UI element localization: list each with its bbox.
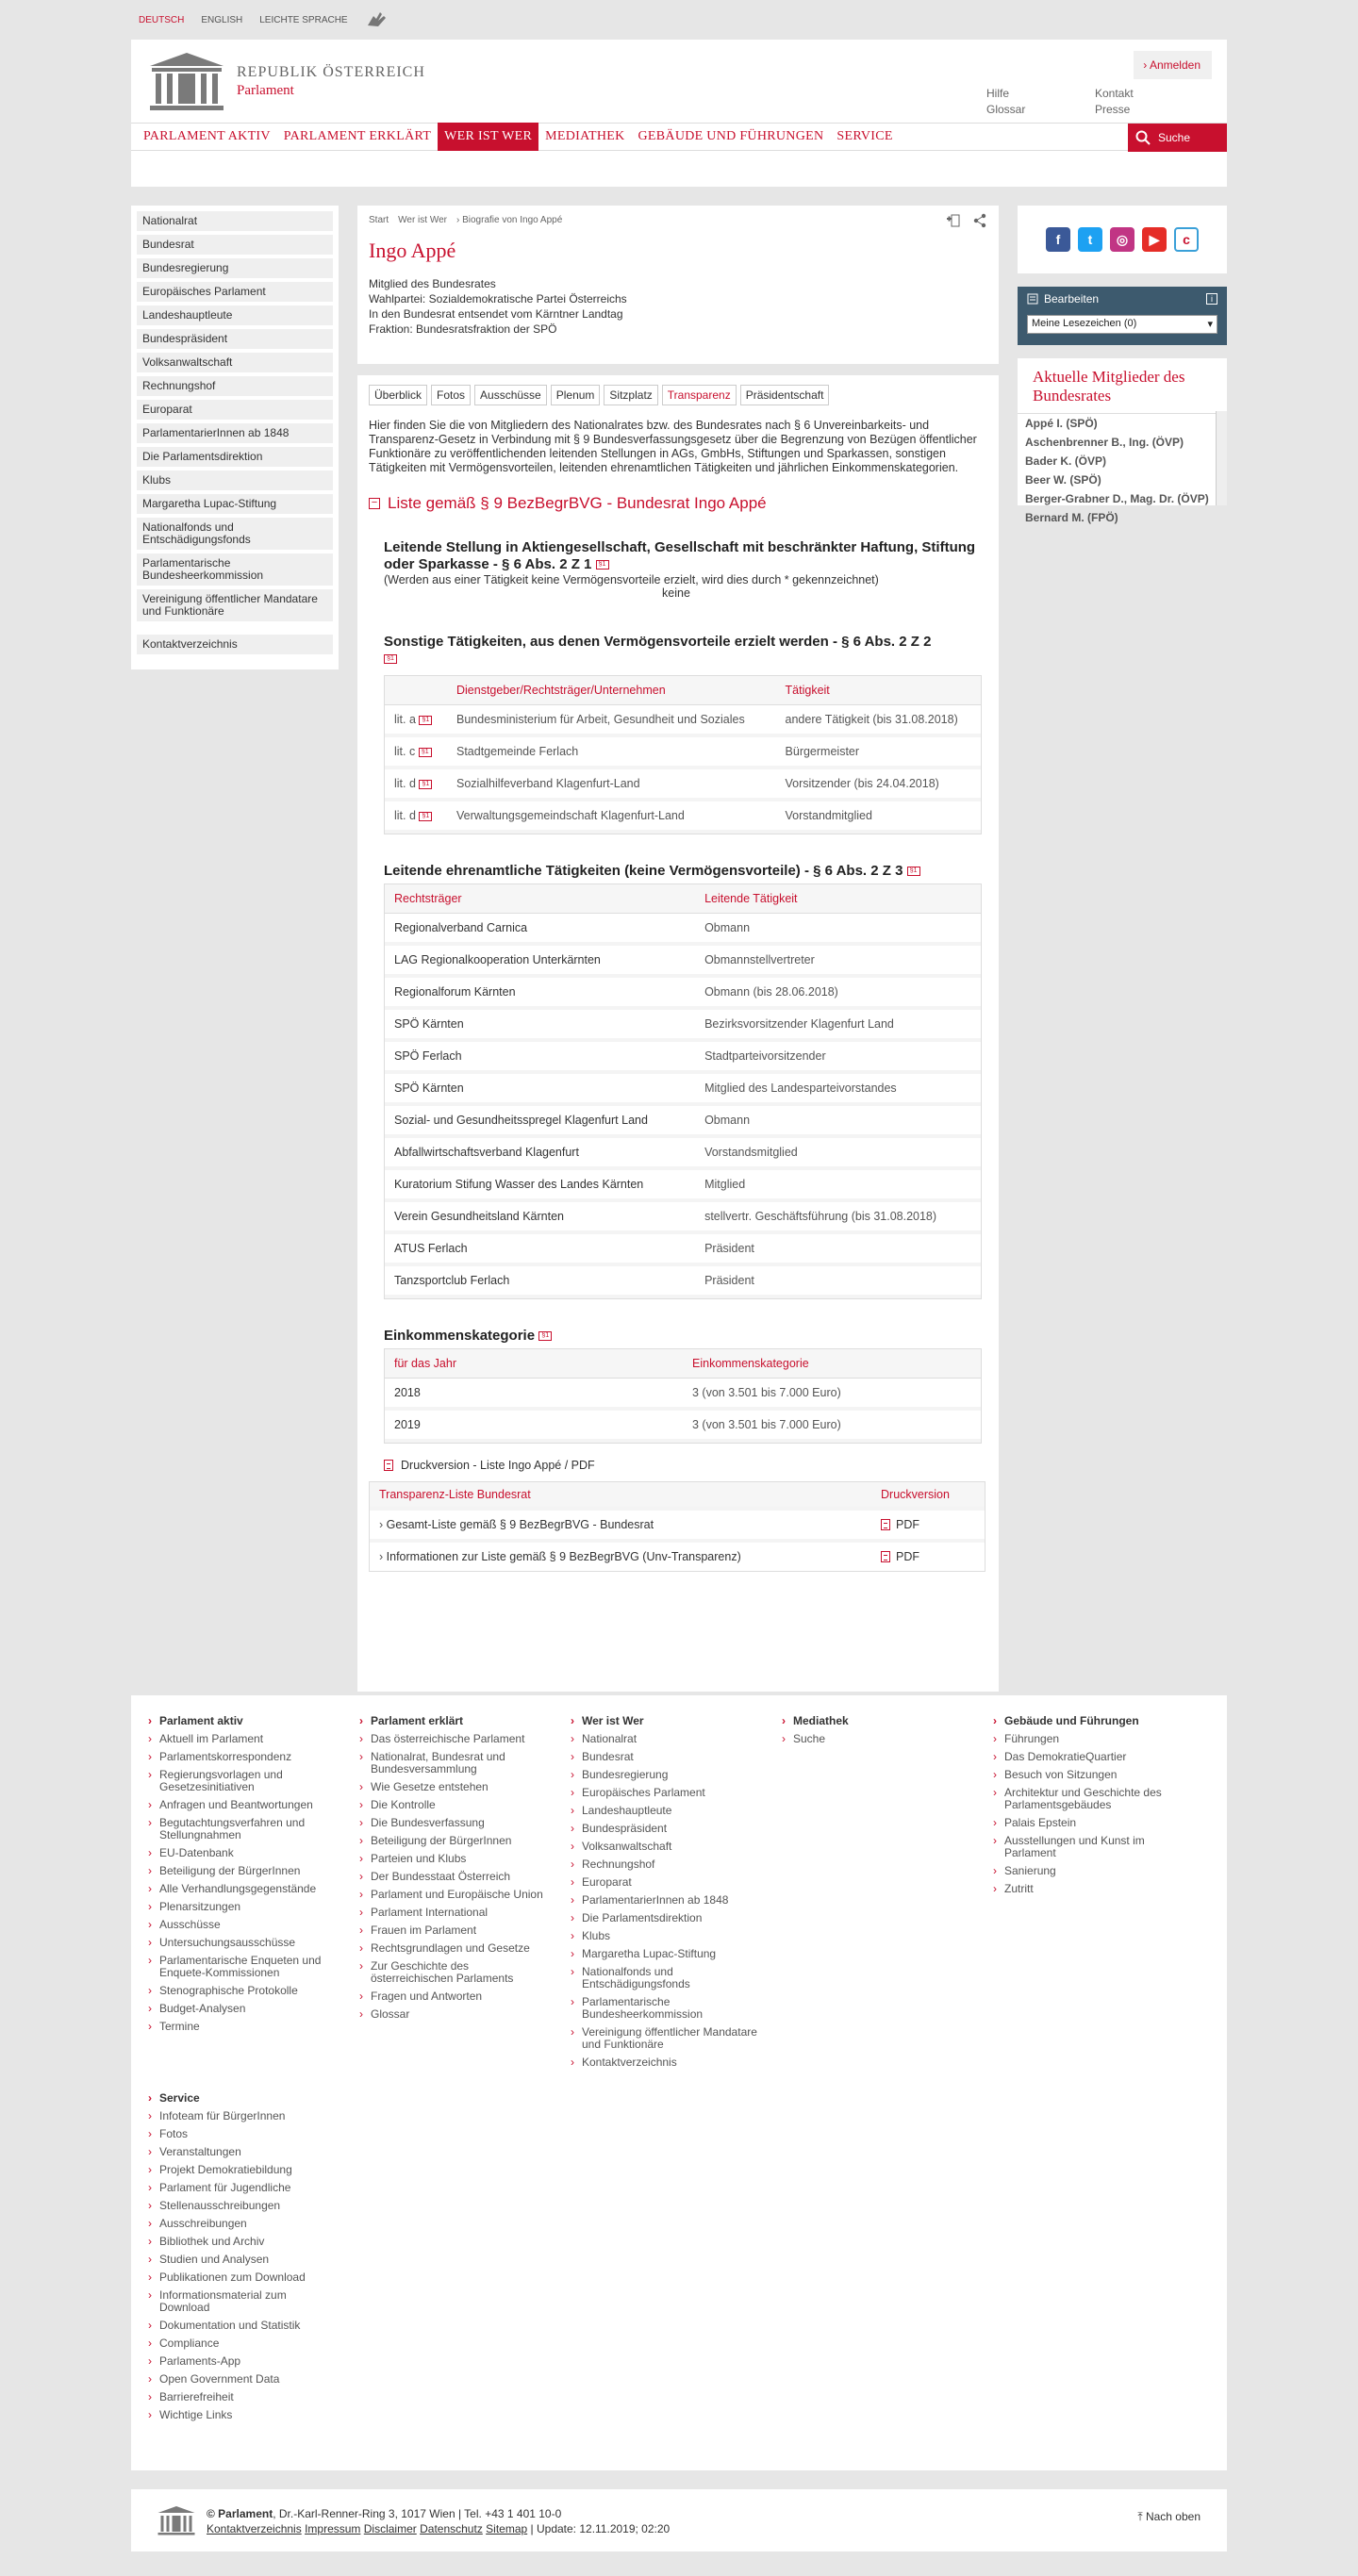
member-item[interactable]: Beer W. (SPÖ) <box>1025 473 1101 487</box>
bookmark-select[interactable]: Meine Lesezeichen (0) ▾ <box>1027 315 1217 334</box>
footer-link[interactable]: › Alle Verhandlungsgegenstände <box>148 1883 337 1895</box>
sidebar-item[interactable]: Rechnungshof <box>137 376 333 396</box>
footer-link[interactable]: › Die Kontrolle <box>359 1799 548 1811</box>
site-header <box>131 40 1227 187</box>
footer-link[interactable]: › Parlamentskorrespondenz <box>148 1751 337 1763</box>
section-heading: Einkommenskategorie §1 <box>384 1328 987 1345</box>
empty-value: keine <box>662 586 690 600</box>
sidebar-item[interactable]: ParlamentarierInnen ab 1848 <box>137 423 333 443</box>
footer-link[interactable]: › Infoteam für BürgerInnen <box>148 2110 337 2122</box>
sidebar-item[interactable]: Nationalrat <box>137 211 333 231</box>
footer-link[interactable]: › Stenographische Protokolle <box>148 1985 337 1997</box>
footer-link[interactable]: › Parlamentarische Enqueten und Enquete-Kommissionen <box>148 1955 337 1979</box>
contact-link[interactable]: Kontakt <box>1095 87 1134 100</box>
footer-link[interactable]: › Die Parlamentsdirektion <box>571 1912 759 1924</box>
footer-column <box>571 1714 759 2074</box>
sidebar-item[interactable]: Bundesrat <box>137 235 333 255</box>
footer-link[interactable]: › Das DemokratieQuartier <box>993 1751 1182 1763</box>
info-link-icon[interactable]: §1 <box>384 654 397 664</box>
table-row: lit. a §1 Bundesministerium für Arbeit, Gesundheit und Soziales andere Tätigkeit (bis 31.08.2018) <box>385 705 981 737</box>
nav-parlament-erklaert[interactable]: PARLAMENT ERKLÄRT <box>283 129 432 143</box>
footer-link[interactable]: › Rechnungshof <box>571 1858 759 1871</box>
sidebar-item[interactable]: Margaretha Lupac-Stiftung <box>137 494 333 514</box>
footer-link[interactable]: › Europarat <box>571 1876 759 1889</box>
footer-link[interactable]: › Publikationen zum Download <box>148 2271 337 2284</box>
footer <box>131 1695 1227 2470</box>
scrollbar[interactable] <box>1216 411 1227 505</box>
footer-link[interactable]: › Klubs <box>571 1930 759 1942</box>
footer-link[interactable]: › Frauen im Parlament <box>359 1924 548 1937</box>
info-link-icon[interactable]: §1 <box>907 867 920 876</box>
footer-link[interactable]: › Palais Epstein <box>993 1817 1182 1829</box>
lang-english[interactable]: ENGLISH <box>201 14 243 25</box>
footer-link[interactable]: › Vereinigung öffentlicher Mandatare und Funktionäre <box>571 2026 759 2051</box>
sign-language-icon[interactable] <box>365 10 389 29</box>
sidebar-navigation <box>131 206 339 669</box>
nav-gebaeude[interactable]: GEBÄUDE UND FÜHRUNGEN <box>638 129 824 143</box>
table-row: 2019 3 (von 3.501 bis 7.000 Euro) <box>385 1411 981 1443</box>
column-header: Druckversion <box>881 1488 950 1501</box>
footer-link[interactable]: › Volksanwaltschaft <box>571 1841 759 1853</box>
main-content <box>357 206 999 1692</box>
footer-link[interactable]: › Glossar <box>359 2008 548 2021</box>
column-header: für das Jahr <box>385 1349 683 1379</box>
column-header: Transparenz-Liste Bundesrat <box>379 1488 531 1501</box>
breadcrumb-item[interactable]: Wer ist Wer <box>398 215 447 225</box>
member-item[interactable]: Bader K. (ÖVP) <box>1025 454 1107 468</box>
member-item[interactable]: Appé I. (SPÖ) <box>1025 417 1098 430</box>
footer-link[interactable]: › Anfragen und Beantwortungen <box>148 1799 337 1811</box>
instagram-icon[interactable]: ◎ <box>1110 227 1134 252</box>
column-header: Tätigkeit <box>776 676 981 705</box>
table-row: lit. c §1 Stadtgemeinde Ferlach Bürgermeister <box>385 737 981 769</box>
footer-column <box>993 1714 1182 1901</box>
right-column <box>1018 206 1227 524</box>
section-heading: Leitende ehrenamtliche Tätigkeiten (keine Vermögensvorteile) - § 6 Abs. 2 Z 3 §1 <box>384 863 987 880</box>
member-item[interactable]: Bernard M. (FPÖ) <box>1025 511 1118 524</box>
transparency-content <box>357 375 999 1692</box>
nav-mediathek[interactable]: MEDIATHEK <box>545 129 625 143</box>
income-table <box>384 1348 982 1444</box>
sidebar-item[interactable]: Landeshauptleute <box>137 305 333 325</box>
footer-link[interactable]: › Architektur und Geschichte des Parlamentsgebäudes <box>993 1787 1182 1811</box>
footer-link[interactable]: › Dokumentation und Statistik <box>148 2320 337 2332</box>
table-row: Regionalverband Carnica Obmann <box>385 914 981 946</box>
breadcrumb-item[interactable]: Start <box>369 215 389 225</box>
social-links <box>1018 206 1227 273</box>
footer-link[interactable]: › Kontaktverzeichnis <box>571 2056 759 2069</box>
column-header: Rechtsträger <box>385 884 695 914</box>
table-row: Verein Gesundheitsland Kärnten stellvertr. Geschäftsführung (bis 31.08.2018) <box>385 1202 981 1234</box>
footer-link[interactable]: › Ausschüsse <box>148 1919 337 1931</box>
footer-link[interactable]: › Margaretha Lupac-Stiftung <box>571 1948 759 1960</box>
member-item[interactable]: Aschenbrenner B., Ing. (ÖVP) <box>1025 436 1184 449</box>
footer-link[interactable]: Disclaimer <box>363 2522 417 2535</box>
logo[interactable] <box>146 49 425 113</box>
sidebar-item[interactable]: Nationalfonds und Entschädigungsfonds <box>137 518 333 550</box>
breadcrumb-current: › Biografie von Ingo Appé <box>456 215 562 225</box>
table-row: Kuratorium Stifung Wasser des Landes Kärnten Mitglied <box>385 1170 981 1202</box>
biography-card <box>357 206 999 364</box>
footer-link[interactable]: › Bundesregierung <box>571 1769 759 1781</box>
bookmark-add-icon[interactable] <box>946 213 961 228</box>
sidebar-item[interactable]: Volksanwaltschaft <box>137 353 333 372</box>
logo-subtitle: Parlament <box>237 82 294 98</box>
section-heading: Sonstige Tätigkeiten, aus denen Vermögensvorteile erzielt werden - § 6 Abs. 2 Z 2 §1 <box>384 634 932 663</box>
table-row: lit. d §1 Sozialhilfeverband Klagenfurt-Land Vorsitzender (bis 24.04.2018) <box>385 769 981 801</box>
tab-committees[interactable]: Ausschüsse <box>474 385 547 405</box>
sidebar-item[interactable]: Die Parlamentsdirektion <box>137 447 333 467</box>
footer-link[interactable]: › Besuch von Sitzungen <box>993 1769 1182 1781</box>
footer-link[interactable]: › Plenarsitzungen <box>148 1901 337 1913</box>
footer-link[interactable]: › Begutachtungsverfahren und Stellungnahmen <box>148 1817 337 1841</box>
print-version-link[interactable]: Druckversion - Liste Ingo Appé / PDF <box>384 1459 987 1472</box>
sidebar-item[interactable]: Parlamentarische Bundesheerkommission <box>137 553 333 586</box>
footer-heading[interactable]: › Wer ist Wer <box>571 1714 759 1727</box>
footer-link[interactable]: › Compliance <box>148 2337 337 2350</box>
footer-link[interactable]: › Ausstellungen und Kunst im Parlament <box>993 1835 1182 1859</box>
youtube-icon[interactable]: ▶ <box>1142 227 1167 252</box>
copyright: © Parlament <box>207 2507 273 2520</box>
honorary-table <box>384 883 982 1299</box>
table-row: SPÖ Kärnten Mitglied des Landesparteivorstandes <box>385 1074 981 1106</box>
info-link-icon[interactable]: §1 <box>419 716 432 725</box>
table-row: SPÖ Kärnten Bezirksvorsitzender Klagenfurt Land <box>385 1010 981 1042</box>
nav-service[interactable]: SERVICE <box>836 129 893 143</box>
info-link-icon[interactable]: §1 <box>538 1331 552 1341</box>
table-row: ATUS Ferlach Präsident <box>385 1234 981 1266</box>
footer-link[interactable]: › Das österreichische Parlament <box>359 1733 548 1745</box>
footer-link[interactable]: › Zur Geschichte des österreichischen Parlaments <box>359 1960 548 1985</box>
login-button[interactable]: › Anmelden <box>1134 51 1212 79</box>
pdf-icon <box>881 1551 890 1562</box>
share-icon[interactable] <box>972 213 987 228</box>
footer-link[interactable]: › Parlaments-App <box>148 2355 337 2368</box>
sidebar-item-contacts[interactable]: Kontaktverzeichnis <box>137 635 333 654</box>
biography-details <box>369 276 987 337</box>
bookmark-panel <box>1018 287 1227 345</box>
footer-column <box>148 2091 337 2427</box>
info-link-icon[interactable]: §1 <box>419 812 432 821</box>
footer-link[interactable]: › Stellenausschreibungen <box>148 2200 337 2212</box>
footer-link[interactable]: Sitemap <box>486 2522 528 2535</box>
footer-link[interactable]: › Beteiligung der BürgerInnen <box>148 1865 337 1877</box>
table-row: 2018 3 (von 3.501 bis 7.000 Euro) <box>385 1379 981 1411</box>
sidebar-item[interactable]: Vereinigung öffentlicher Mandatare und Funktionäre <box>137 589 333 621</box>
info-icon[interactable]: i <box>1206 293 1217 305</box>
footer-link[interactable]: › Ausschreibungen <box>148 2218 337 2230</box>
footer-link[interactable]: › Wichtige Links <box>148 2409 337 2421</box>
footer-heading[interactable]: › Gebäude und Führungen <box>993 1714 1182 1727</box>
document-icon <box>384 1460 393 1471</box>
arrow-up-icon: ⤒ <box>1137 2510 1146 2523</box>
pdf-icon <box>881 1519 890 1530</box>
footer-link[interactable]: › Bundesrat <box>571 1751 759 1763</box>
app-icon[interactable]: c <box>1174 227 1199 252</box>
update-date: | Update: 12.11.2019; 02:20 <box>530 2522 671 2535</box>
footer-link[interactable]: › Studien und Analysen <box>148 2254 337 2266</box>
table-row: lit. d §1 Verwaltungsgemeindschaft Klagenfurt-Land Vorstandmitglied <box>385 801 981 834</box>
language-bar <box>131 0 1227 40</box>
table-row: Sozial- und Gesundheitsspregel Klagenfurt Land Obmann <box>385 1106 981 1138</box>
column-header: Dienstgeber/Rechtsträger/Unternehmen <box>447 676 776 705</box>
footer-link[interactable]: › Zutritt <box>993 1883 1182 1895</box>
footer-link[interactable]: › Nationalrat, Bundesrat und Bundesversammlung <box>359 1751 548 1775</box>
footer-link[interactable]: Datenschutz <box>420 2522 483 2535</box>
parliament-logo-icon <box>156 2504 197 2536</box>
info-link-icon[interactable]: §1 <box>419 748 432 757</box>
footer-link[interactable]: › Informationsmaterial zum Download <box>148 2289 337 2314</box>
footer-link[interactable]: › ParlamentarierInnen ab 1848 <box>571 1894 759 1907</box>
glossary-link[interactable]: Glossar <box>986 103 1026 116</box>
footer-link[interactable]: › Aktuell im Parlament <box>148 1733 337 1745</box>
list-link[interactable]: › Informationen zur Liste gemäß § 9 BezBegrBVG (Unv-Transparenz) <box>379 1550 881 1563</box>
table-row <box>370 1539 985 1571</box>
members-box <box>1018 358 1227 524</box>
footer-link[interactable]: › EU-Datenbank <box>148 1847 337 1859</box>
tab-presidency[interactable]: Präsidentschaft <box>740 385 830 405</box>
footer-link[interactable]: › Rechtsgrundlagen und Gesetze <box>359 1942 548 1955</box>
footer-link[interactable]: › Termine <box>148 2021 337 2033</box>
footer-link[interactable]: Impressum <box>305 2522 361 2535</box>
twitter-icon[interactable]: t <box>1078 227 1102 252</box>
bio-line: In den Bundesrat entsendet vom Kärntner Landtag <box>369 307 623 321</box>
chevron-right-icon: › <box>1143 58 1150 72</box>
bottom-bar <box>131 2489 1227 2551</box>
footer-heading[interactable]: › Parlament erklärt <box>359 1714 548 1727</box>
footer-link[interactable]: › Nationalrat <box>571 1733 759 1745</box>
facebook-icon[interactable]: f <box>1046 227 1070 252</box>
bookmark-icon <box>1027 293 1038 305</box>
footer-link[interactable]: › Veranstaltungen <box>148 2146 337 2158</box>
list-heading[interactable]: − Liste gemäß § 9 BezBegrBVG - Bundesrat Ingo Appé <box>369 494 987 513</box>
footer-link[interactable]: › Landeshauptleute <box>571 1805 759 1817</box>
help-link[interactable]: Hilfe <box>986 87 1010 100</box>
nav-parlament-aktiv[interactable]: PARLAMENT AKTIV <box>143 129 271 143</box>
back-to-top-link[interactable]: ⤒ Nach oben <box>1137 2510 1201 2523</box>
lang-german[interactable]: DEUTSCH <box>139 14 185 25</box>
section-heading: Leitende Stellung in Aktiengesellschaft, Gesellschaft mit beschränkter Haftung, Stiftung oder Sparkasse - § 6 Abs. 2 Z 1 §1 <box>384 539 976 572</box>
search-button[interactable]: Suche <box>1128 124 1227 152</box>
tab-plenum[interactable]: Plenum <box>551 385 601 405</box>
edit-bookmarks-link[interactable]: Bearbeiten <box>1044 292 1100 305</box>
main-navigation <box>131 123 1227 151</box>
footer-link[interactable]: › Die Bundesverfassung <box>359 1817 548 1829</box>
table-row <box>370 1507 985 1539</box>
footer-link[interactable]: › Parlament International <box>359 1907 548 1919</box>
footer-link[interactable]: › Sanierung <box>993 1865 1182 1877</box>
sidebar-item[interactable]: Klubs <box>137 471 333 490</box>
press-link[interactable]: Presse <box>1095 103 1131 116</box>
footer-link[interactable]: › Budget-Analysen <box>148 2003 337 2015</box>
sidebar-item[interactable]: Europarat <box>137 400 333 420</box>
table-row: Tanzsportclub Ferlach Präsident <box>385 1266 981 1298</box>
footer-link[interactable]: › Barrierefreiheit <box>148 2391 337 2403</box>
bio-line: Fraktion: Bundesratsfraktion der SPÖ <box>369 322 557 336</box>
list-link[interactable]: › Gesamt-Liste gemäß § 9 BezBegrBVG - Bundesrat <box>379 1518 881 1531</box>
footer-link[interactable]: › Führungen <box>993 1733 1182 1745</box>
footer-heading[interactable]: › Service <box>148 2091 337 2105</box>
table-row: LAG Regionalkooperation Unterkärnten Obmannstellvertreter <box>385 946 981 978</box>
parliament-logo-icon <box>146 49 227 113</box>
footer-link[interactable]: › Beteiligung der BürgerInnen <box>359 1835 548 1847</box>
tab-seat[interactable]: Sitzplatz <box>604 385 657 405</box>
column-header: Einkommenskategorie <box>683 1349 981 1379</box>
footer-link[interactable]: › Fotos <box>148 2128 337 2140</box>
footer-column <box>359 1714 548 2026</box>
nav-wer-ist-wer[interactable]: WER IST WER <box>438 123 538 151</box>
footer-link[interactable]: › Untersuchungsausschüsse <box>148 1937 337 1949</box>
section-note: (Werden aus einer Tätigkeit keine Vermögensvorteile erzielt, wird dies durch * gekennzeichnet) <box>384 573 879 586</box>
info-link-icon[interactable]: §1 <box>419 780 432 789</box>
footer-link[interactable]: › Projekt Demokratiebildung <box>148 2164 337 2176</box>
table-row: Regionalforum Kärnten Obmann (bis 28.06.2018) <box>385 978 981 1010</box>
sidebar-item[interactable]: Bundesregierung <box>137 258 333 278</box>
transparency-list-table <box>369 1481 985 1572</box>
footer-link[interactable]: › Der Bundesstaat Österreich <box>359 1871 548 1883</box>
lang-easy-language[interactable]: LEICHTE SPRACHE <box>259 14 348 25</box>
footer-link[interactable]: › Parlament und Europäische Union <box>359 1889 548 1901</box>
intro-text: Hier finden Sie die von Mitgliedern des Nationalrates bzw. des Bundesrates nach § 6 Unvereinbarkeits- und Transparenz-Gesetz in Verbindung mit § 9 Bundesverfassungsgesetz über die Begrenzung von Bezügen öffentlicher Funktionäre zu veröffentlichenden leitenden Stellungen in AGs, GmbHs, Stiftungen und Sparkassen, sonstigen Tätigkeiten mit Vermögensvorteilen, leitenden ehrenamtlichen Tätigkeiten und jährlichen Einkommenskategorien. <box>369 419 977 474</box>
members-title: Aktuelle Mitglieder des Bundesrates <box>1018 358 1227 414</box>
footer-link[interactable]: › Parlamentarische Bundesheerkommission <box>571 1996 759 2021</box>
pdf-link[interactable]: PDF <box>881 1518 919 1531</box>
footer-link[interactable]: Kontaktverzeichnis <box>207 2522 302 2535</box>
pdf-link[interactable]: PDF <box>881 1550 919 1563</box>
activities-table <box>384 675 982 834</box>
footer-link[interactable]: › Wie Gesetze entstehen <box>359 1781 548 1793</box>
member-item[interactable]: Berger-Grabner D., Mag. Dr. (ÖVP) <box>1025 492 1209 505</box>
footer-link[interactable]: › Parlament für Jugendliche <box>148 2182 337 2194</box>
footer-link[interactable]: › Bundespräsident <box>571 1823 759 1835</box>
page-title: Ingo Appé <box>369 239 456 262</box>
logo-title: REPUBLIK ÖSTERREICH <box>237 63 425 80</box>
footer-column <box>782 1714 970 1751</box>
tab-photos[interactable]: Fotos <box>431 385 471 405</box>
utility-links <box>986 87 1170 116</box>
collapse-icon[interactable]: − <box>369 498 380 509</box>
footer-link[interactable]: › Parteien und Klubs <box>359 1853 548 1865</box>
table-row: SPÖ Ferlach Stadtparteivorsitzender <box>385 1042 981 1074</box>
sidebar-item[interactable]: Bundespräsident <box>137 329 333 349</box>
info-link-icon[interactable]: §1 <box>596 560 609 570</box>
bio-line: Wahlpartei: Sozialdemokratische Partei Österreichs <box>369 292 627 305</box>
footer-heading[interactable]: › Mediathek <box>782 1714 970 1727</box>
footer-link[interactable]: › Europäisches Parlament <box>571 1787 759 1799</box>
footer-column <box>148 1714 337 2039</box>
bio-line: Mitglied des Bundesrates <box>369 277 496 290</box>
breadcrumb <box>369 215 987 225</box>
footer-heading[interactable]: › Parlament aktiv <box>148 1714 337 1727</box>
footer-link[interactable]: › Nationalfonds und Entschädigungsfonds <box>571 1966 759 1990</box>
tab-overview[interactable]: Überblick <box>369 385 427 405</box>
footer-link[interactable]: › Suche <box>782 1733 970 1745</box>
sidebar-item[interactable]: Europäisches Parlament <box>137 282 333 302</box>
table-row: Abfallwirtschaftsverband Klagenfurt Vorstandsmitglied <box>385 1138 981 1170</box>
column-header: Leitende Tätigkeit <box>695 884 981 914</box>
address: , Dr.-Karl-Renner-Ring 3, 1017 Wien | Tel. +43 1 401 10-0 <box>273 2507 562 2520</box>
footer-link[interactable]: › Open Government Data <box>148 2373 337 2386</box>
footer-link[interactable]: › Fragen und Antworten <box>359 1990 548 2003</box>
footer-link[interactable]: › Bibliothek und Archiv <box>148 2236 337 2248</box>
tab-transparency[interactable]: Transparenz <box>662 385 737 405</box>
tab-bar <box>369 385 987 405</box>
search-icon <box>1135 130 1151 145</box>
footer-link[interactable]: › Regierungsvorlagen und Gesetzesinitiativen <box>148 1769 337 1793</box>
